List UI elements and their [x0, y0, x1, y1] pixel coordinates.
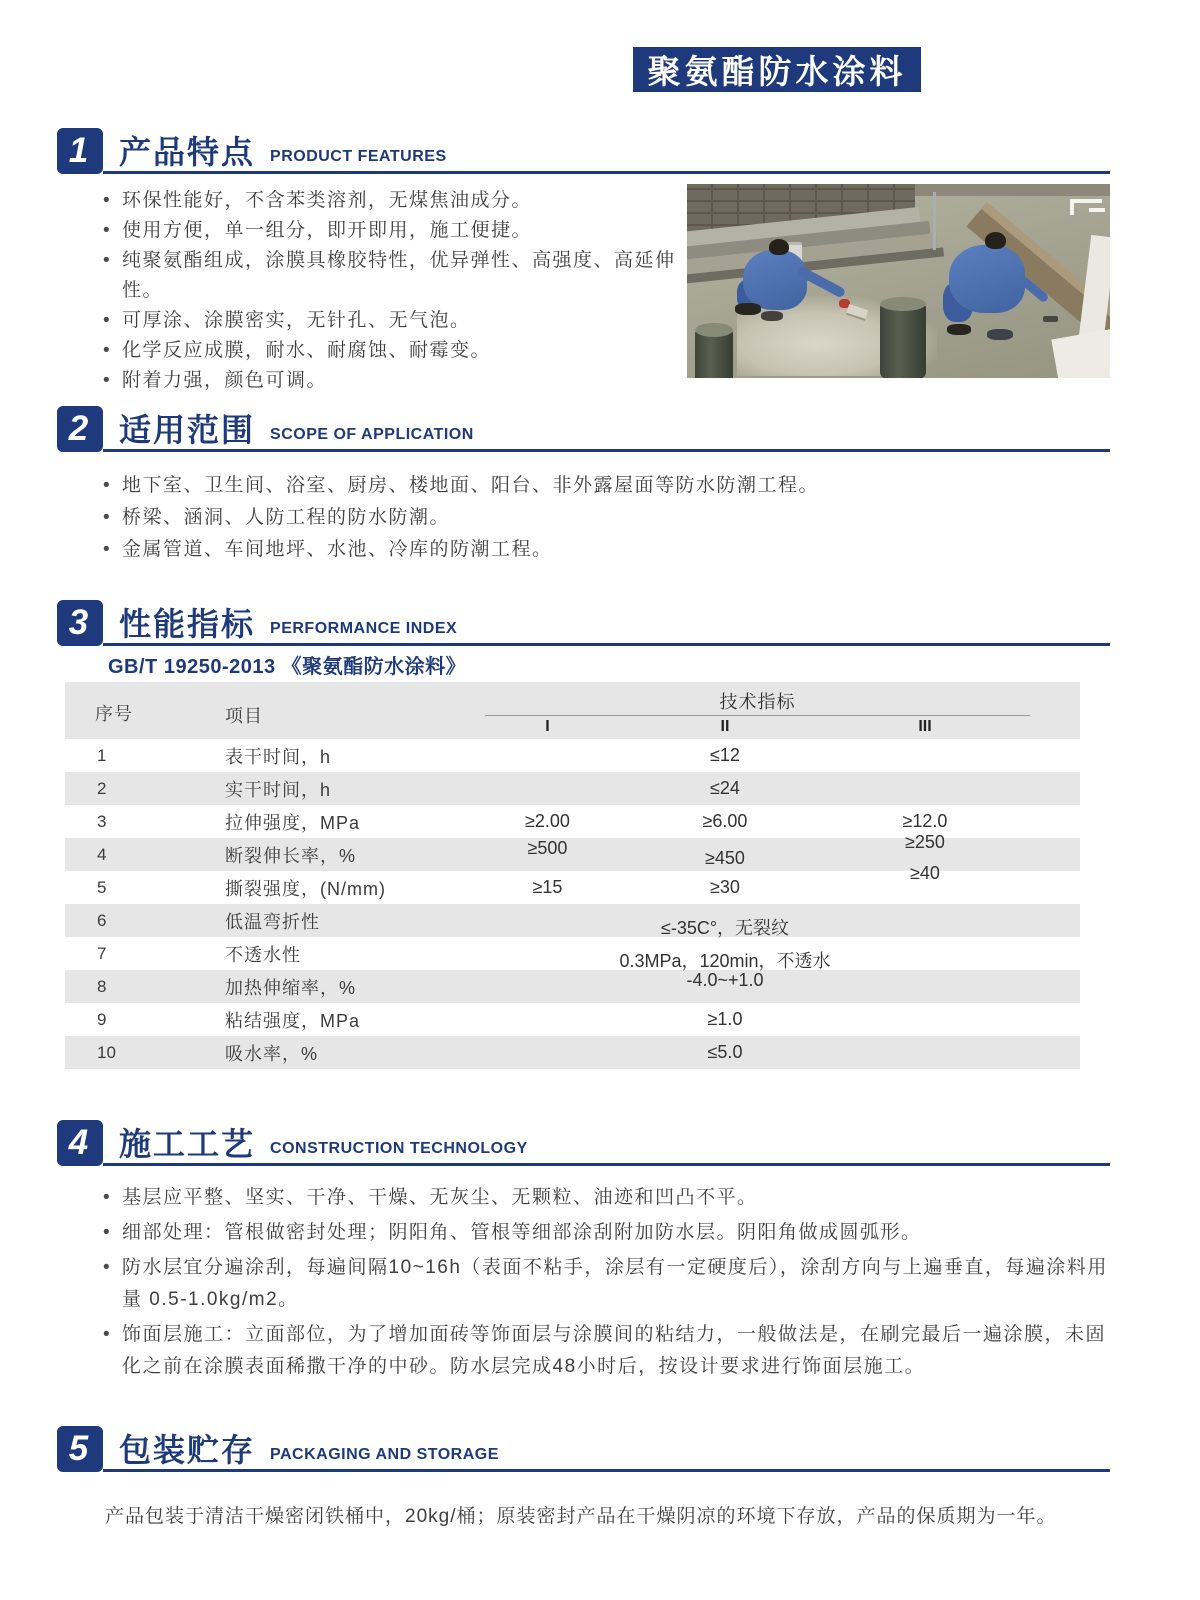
- section-5-title-area: [103, 1426, 1110, 1472]
- worker-shoe: [947, 324, 971, 335]
- worker-shoe: [761, 311, 783, 321]
- row-value: ≥450: [705, 848, 745, 868]
- worker-shoe: [987, 329, 1013, 340]
- construction-steps-list: [100, 1182, 1115, 1386]
- row-value: ≥2.00: [525, 811, 570, 831]
- photo-pipe: [1070, 199, 1102, 203]
- photo-worker-left: [733, 239, 873, 339]
- grade-II: II: [720, 718, 730, 735]
- row-value: ≥40: [910, 863, 940, 883]
- grade-III: III: [918, 718, 932, 735]
- table-header: [65, 682, 1080, 739]
- section-2-title-area: [103, 406, 1110, 452]
- section-3-title-area: [103, 600, 1110, 646]
- table-row: [65, 772, 1080, 805]
- row-no: 10: [97, 1042, 116, 1062]
- performance-index-table: [65, 682, 1080, 1069]
- section-2-title: 适用范围: [119, 412, 256, 448]
- section-1-header: [57, 126, 1110, 174]
- section-3-title: 性能指标: [119, 606, 256, 642]
- section-5-number: 5: [57, 1426, 103, 1472]
- row-no: 4: [97, 844, 107, 864]
- packaging-storage-text: 产品包装于清洁干燥密闭铁桶中，20kg/桶；原装密封产品在干燥阴凉的环境下存放，产品的保质期为一年。: [105, 1506, 1057, 1527]
- grade-I: I: [545, 718, 550, 735]
- list-item: • 纯聚氨酯组成，涂膜具橡胶特性，优异弹性、高强度、高延伸性。: [100, 246, 700, 306]
- row-value: ≥250: [905, 832, 945, 852]
- row-item: 粘结强度，MPa: [225, 1010, 361, 1031]
- standard-reference-label: GB/T 19250-2013 《聚氨酯防水涂料》: [108, 656, 467, 678]
- table-row: [65, 1036, 1080, 1069]
- list-item: • 金属管道、车间地坪、水池、冷库的防潮工程。: [100, 534, 920, 566]
- row-no: 9: [97, 1009, 107, 1029]
- list-item: • 饰面层施工：立面部位，为了增加面砖等饰面层与涂膜间的粘结力，一般做法是，在刷完最后一遍涂膜，未固化之前在涂膜表面稀撒干净的中砂。防水层完成48小时后，按设计要求进行饰面层施工。: [100, 1319, 1115, 1383]
- list-item: • 防水层宜分遍涂刮，每遍间隔10~16h（表面不粘手，涂层有一定硬度后），涂刮方向与上遍垂直，每遍涂料用量 0.5-1.0kg/m2。: [100, 1252, 1115, 1316]
- row-value: ≥6.00: [702, 811, 748, 831]
- row-no: 5: [97, 877, 107, 897]
- grade-headers: [485, 718, 1010, 736]
- worker-head: [769, 239, 789, 255]
- row-item: 不透水性: [225, 944, 301, 965]
- row-value: ≤24: [710, 778, 740, 798]
- section-4-subtitle: CONSTRUCTION TECHNOLOGY: [270, 1140, 528, 1157]
- photo-worker-right: [943, 232, 1063, 347]
- worker-trowel: [1043, 316, 1058, 322]
- section-3-subtitle: PERFORMANCE INDEX: [270, 620, 458, 637]
- list-item: • 环保性能好，不含苯类溶剂，无煤焦油成分。: [100, 186, 700, 216]
- row-item: 拉伸强度，MPa: [225, 812, 361, 833]
- table-body: [65, 739, 1080, 1069]
- section-4-number: 4: [57, 1120, 103, 1166]
- row-value: ≥12.0: [902, 811, 948, 831]
- photo-barrel: [695, 326, 733, 378]
- section-5-subtitle: PACKAGING AND STORAGE: [270, 1446, 499, 1463]
- photo-barrel: [880, 300, 926, 378]
- header-divider-line: [485, 715, 1030, 716]
- section-3-number: 3: [57, 600, 103, 646]
- column-header-tech: 技术指标: [719, 692, 796, 712]
- application-scope-list: [100, 470, 920, 566]
- section-2-subtitle: SCOPE OF APPLICATION: [270, 426, 474, 443]
- section-1-title-area: [103, 128, 1110, 174]
- section-1-number: 1: [57, 128, 103, 174]
- row-value: ≤12: [710, 745, 740, 765]
- row-value: ≥30: [710, 877, 740, 897]
- section-1-title: 产品特点: [119, 134, 256, 170]
- list-item: • 桥梁、涵洞、人防工程的防水防潮。: [100, 502, 920, 534]
- row-item: 撕裂强度，(N/mm): [225, 878, 386, 899]
- photo-pipe: [1089, 208, 1105, 212]
- list-item: • 可厚涂、涂膜密实，无针孔、无气泡。: [100, 306, 700, 336]
- table-row: [65, 937, 1080, 970]
- section-5-header: [57, 1424, 1110, 1472]
- row-value: 0.3MPa，120min，不透水: [619, 950, 831, 971]
- table-row: [65, 970, 1080, 1003]
- table-row: [65, 863, 1080, 904]
- worker-brush: [846, 304, 868, 321]
- section-4-title-area: [103, 1120, 1110, 1166]
- section-5-title: 包装贮存: [119, 1432, 256, 1468]
- row-no: 8: [97, 976, 107, 996]
- row-no: 3: [97, 811, 107, 831]
- row-item: 低温弯折性: [225, 911, 320, 932]
- row-item: 断裂伸长率，%: [225, 845, 357, 866]
- row-value: -4.0~+1.0: [686, 970, 764, 990]
- column-header-item: 项目: [225, 706, 263, 726]
- row-value: ≤-35C°，无裂纹: [660, 917, 790, 938]
- worker-head: [985, 232, 1006, 249]
- list-item: • 附着力强，颜色可调。: [100, 366, 700, 396]
- row-no: 2: [97, 778, 107, 798]
- row-item: 加热伸缩率，%: [225, 977, 357, 998]
- section-1-subtitle: PRODUCT FEATURES: [270, 148, 447, 165]
- row-value: ≤5.0: [707, 1042, 743, 1062]
- worker-torso: [743, 250, 807, 310]
- row-no: 1: [97, 745, 107, 765]
- row-item: 表干时间，h: [225, 746, 332, 767]
- table-row: [65, 1003, 1080, 1036]
- list-item: • 化学反应成膜，耐水、耐腐蚀、耐霉变。: [100, 336, 700, 366]
- product-photo: [687, 184, 1110, 378]
- table-row: [65, 904, 1080, 937]
- row-item: 实干时间，h: [225, 779, 332, 800]
- list-item: • 细部处理：管根做密封处理；阴阳角、管根等细部涂刮附加防水层。阴阳角做成圆弧形。: [100, 1217, 1115, 1249]
- section-2-number: 2: [57, 406, 103, 452]
- row-value: ≥1.0: [707, 1009, 743, 1029]
- section-4-header: [57, 1118, 1110, 1166]
- worker-shoe: [735, 303, 761, 315]
- photo-pole: [933, 192, 936, 250]
- page-title: 聚氨酯防水涂料: [633, 47, 921, 92]
- row-item: 吸水率，%: [225, 1043, 319, 1064]
- worker-torso: [949, 245, 1025, 313]
- table-row: [65, 739, 1080, 772]
- list-item: • 基层应平整、坚实、干净、干燥、无灰尘、无颗粒、油迹和凹凸不平。: [100, 1182, 1115, 1214]
- section-3-header: [57, 598, 1110, 646]
- row-no: 6: [97, 910, 107, 930]
- photo-pipe: [1070, 203, 1074, 215]
- list-item: • 地下室、卫生间、浴室、厨房、楼地面、阳台、非外露屋面等防水防潮工程。: [100, 470, 920, 502]
- product-features-list: [100, 186, 700, 396]
- row-value: ≥500: [527, 838, 568, 858]
- list-item: • 使用方便，单一组分，即开即用，施工便捷。: [100, 216, 700, 246]
- section-4-title: 施工工艺: [119, 1126, 256, 1162]
- row-value: ≥15: [532, 877, 563, 897]
- section-2-header: [57, 404, 1110, 452]
- column-header-index: 序号: [95, 704, 133, 724]
- row-no: 7: [97, 943, 107, 963]
